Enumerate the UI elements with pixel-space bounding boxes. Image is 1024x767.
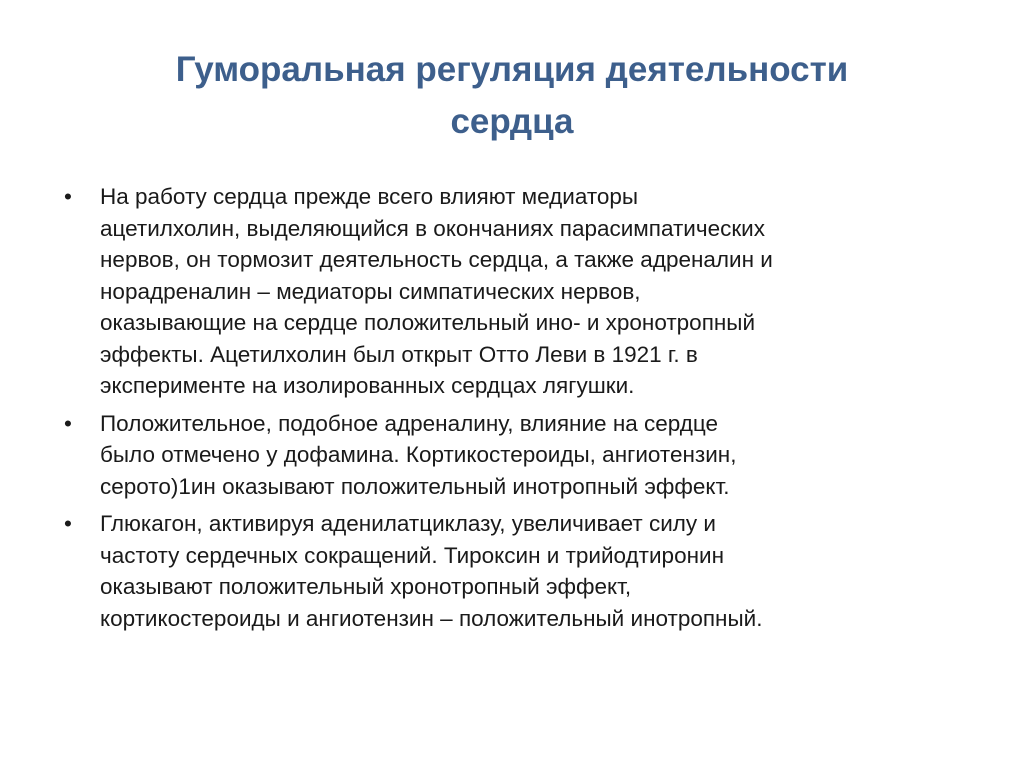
bullet-dot-icon: •: [64, 410, 72, 436]
bullet-1-line-5: оказывающие на сердце положительный ино- и хронотропный: [100, 310, 756, 335]
bullet-item-2: [64, 408, 964, 503]
bullet-dot-icon: •: [64, 184, 72, 209]
bullet-item-1: [64, 181, 964, 402]
slide-title-line-1: Гуморальная регуляция деятельности: [175, 50, 849, 89]
bullet-1-line-4: норадреналин – медиаторы симпатических нервов,: [100, 278, 641, 304]
bullet-2-line-1: Положительное, подобное адреналину, влияние на сердце: [100, 410, 719, 436]
bullet-3-line-1: Глюкагон, активируя аденилатциклазу, увеличивает силу и: [100, 511, 716, 536]
bullet-1-line-3: нервов, он тормозит деятельность сердца, а также адреналин и: [100, 247, 773, 272]
bullet-item-3: [64, 508, 964, 634]
bullet-2-line-3: серото)1ин оказывают положительный инотропный эффект.: [100, 473, 730, 499]
bullet-1-line-2: ацетилхолин, выделяющийся в окончаниях парасимпатических: [100, 215, 766, 241]
slide-title: [80, 44, 944, 148]
bullet-list: [64, 181, 964, 640]
bullet-3-line-3: оказывают положительный хронотропный эффект,: [100, 574, 632, 599]
bullet-1-line-7: эксперименте на изолированных сердцах лягушки.: [100, 373, 635, 398]
slide-title-line-2: сердца: [450, 102, 574, 141]
bullet-1-line-6: эффекты. Ацетилхолин был открыт Отто Леви в 1921 г. в: [100, 341, 698, 367]
bullet-3-line-2: частоту сердечных сокращений. Тироксин и трийодтиронин: [100, 542, 725, 568]
bullet-dot-icon: •: [64, 511, 72, 536]
bullet-3-line-4: кортикостероиды и ангиотензин – положительный инотропный.: [100, 605, 763, 631]
bullet-2-line-2: было отмечено у дофамина. Кортикостероиды, ангиотензин,: [100, 442, 737, 467]
bullet-1-line-1: На работу сердца прежде всего влияют медиаторы: [100, 184, 639, 209]
